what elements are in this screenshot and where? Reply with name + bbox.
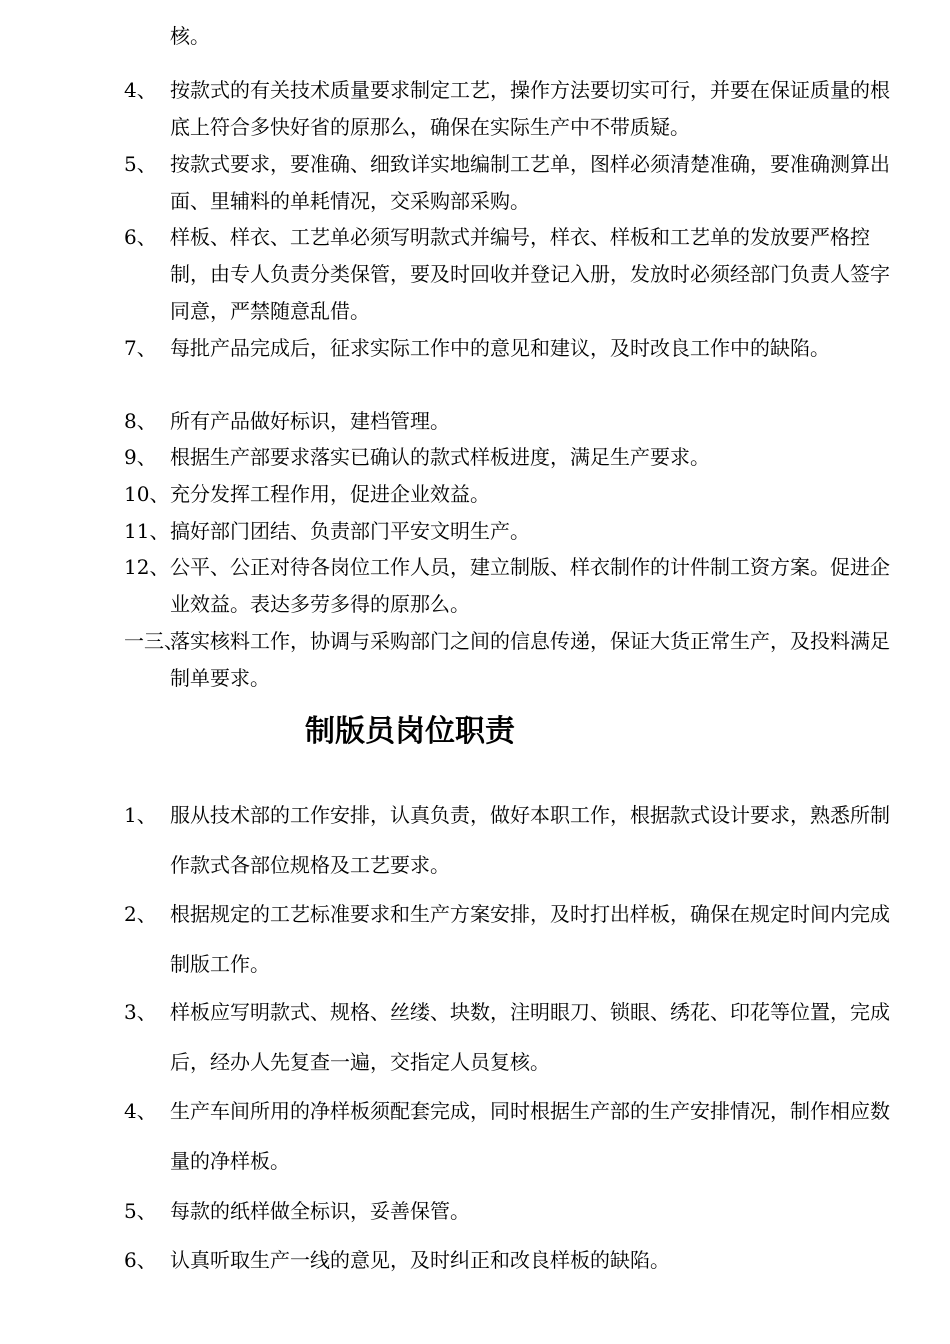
item-text: 按款式要求，要准确、细致详实地编制工艺单，图样必须清楚准确，要准确测算出面、里辅料的单耗情况，交采购部采购。 bbox=[170, 152, 890, 213]
item-text: 充分发挥工程作用，促进企业效益。 bbox=[170, 482, 490, 506]
item-text: 所有产品做好标识，建档管理。 bbox=[170, 409, 450, 433]
item-text: 根据生产部要求落实已确认的款式样板进度，满足生产要求。 bbox=[170, 445, 710, 469]
item-text: 每款的纸样做全标识，妥善保管。 bbox=[170, 1199, 470, 1223]
item-number: 11、 bbox=[124, 519, 170, 543]
item-text: 生产车间所用的净样板须配套完成，同时根据生产部的生产安排情况，制作相应数量的净样板。 bbox=[170, 1099, 890, 1173]
item-number: 7、 bbox=[124, 336, 157, 360]
item-number: 4、 bbox=[124, 78, 157, 102]
item-number: 1、 bbox=[124, 803, 157, 827]
item-text: 认真听取生产一线的意见，及时纠正和改良样板的缺陷。 bbox=[170, 1248, 670, 1272]
item-text: 搞好部门团结、负责部门平安文明生产。 bbox=[170, 519, 530, 543]
list-item bbox=[124, 146, 894, 220]
item-text: 落实核料工作，协调与采购部门之间的信息传递，保证大货正常生产，及投料满足制单要求。 bbox=[170, 629, 890, 690]
item-number: 10、 bbox=[124, 482, 170, 506]
item-text: 按款式的有关技术质量要求制定工艺，操作方法要切实可行，并要在保证质量的根底上符合多快好省的原那么，确保在实际生产中不带质疑。 bbox=[170, 78, 890, 139]
item-text: 每批产品完成后，征求实际工作中的意见和建议，及时改良工作中的缺陷。 bbox=[170, 336, 830, 360]
list-item bbox=[124, 549, 894, 623]
list-item bbox=[124, 439, 894, 476]
item-number: 6、 bbox=[124, 225, 157, 249]
item-number: 2、 bbox=[124, 902, 157, 926]
item-text: 服从技术部的工作安排，认真负责，做好本职工作，根据款式设计要求，熟悉所制作款式各部位规格及工艺要求。 bbox=[170, 803, 890, 877]
item-text: 样板应写明款式、规格、丝缕、块数，注明眼刀、锁眼、绣花、印花等位置，完成后，经办人先复查一遍，交指定人员复核。 bbox=[170, 1000, 890, 1074]
item-number: 9、 bbox=[124, 445, 157, 469]
item-number: 5、 bbox=[124, 1199, 157, 1223]
item-number: 6、 bbox=[124, 1248, 157, 1272]
list-item bbox=[124, 790, 894, 890]
list-item bbox=[124, 987, 894, 1087]
list-item bbox=[124, 1186, 894, 1236]
item-number: 一三、 bbox=[124, 629, 184, 653]
list-item bbox=[124, 330, 894, 367]
item-number: 3、 bbox=[124, 1000, 157, 1024]
item-text: 样板、样衣、工艺单必须写明款式并编号，样衣、样板和工艺单的发放要严格控制，由专人负责分类保管，要及时回收并登记入册，发放时必须经部门负责人签字同意，严禁随意乱借。 bbox=[170, 225, 890, 323]
list-item bbox=[124, 1235, 894, 1285]
item-text: 根据规定的工艺标准要求和生产方案安排，及时打出样板，确保在规定时间内完成制版工作。 bbox=[170, 902, 890, 976]
section-title: 制版员岗位职责 bbox=[305, 714, 515, 749]
list-item bbox=[124, 403, 894, 440]
item-number: 4、 bbox=[124, 1099, 157, 1123]
list-item bbox=[124, 889, 894, 989]
list-item bbox=[124, 513, 894, 550]
item-text: 公平、公正对待各岗位工作人员，建立制版、样衣制作的计件制工资方案。促进企业效益。表达多劳多得的原那么。 bbox=[170, 555, 890, 616]
list-item bbox=[124, 623, 894, 697]
item-text: 核。 bbox=[170, 24, 210, 48]
item-number: 12、 bbox=[124, 555, 170, 579]
list-item bbox=[124, 1086, 894, 1186]
item-number: 5、 bbox=[124, 152, 157, 176]
list-item bbox=[124, 72, 894, 146]
item-number: 8、 bbox=[124, 409, 157, 433]
list-item bbox=[124, 219, 894, 330]
list-item bbox=[124, 476, 894, 513]
list-item-continuation bbox=[124, 18, 894, 55]
